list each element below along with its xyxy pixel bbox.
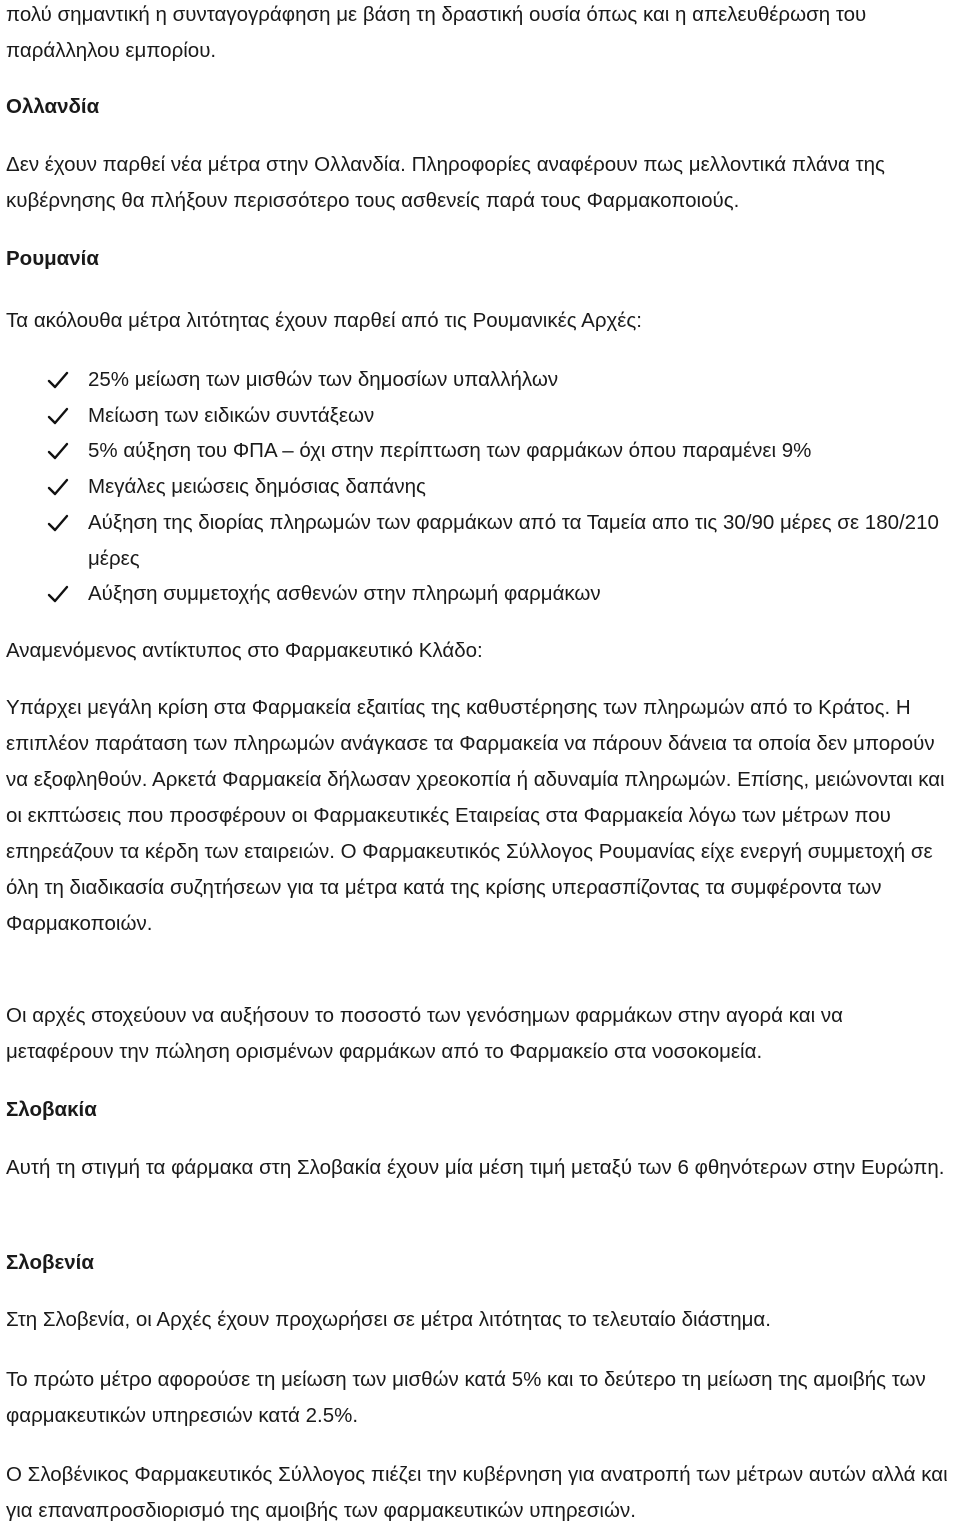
slovenia-heading: Σλοβενία	[6, 1251, 94, 1274]
measure-text: 5% αύξηση του ΦΠΑ – όχι στην περίπτωση των φαρμάκων όπου παραμένει 9%	[88, 439, 812, 463]
slovenia-paragraph-2: Το πρώτο μέτρο αφορούσε τη μείωση των μισθών κατά 5% και το δεύτερο τη μείωση της αμοιβής των φαρμακευτικών υπηρεσιών κατά 2.5%.	[6, 1368, 926, 1427]
measure-text: Αύξηση της διορίας πληρωμών των φαρμάκων από τα Ταμεία απο τις 30/90 μέρες σε 180/210 μέρες	[88, 510, 939, 570]
slovakia-heading: Σλοβακία	[6, 1098, 97, 1121]
checkmark-icon	[47, 478, 69, 496]
checkmark-icon	[47, 442, 69, 460]
list-item	[6, 469, 954, 505]
romania-measures-list	[6, 362, 954, 612]
list-item	[6, 398, 954, 434]
romania-generics-paragraph: Οι αρχές στοχεύουν να αυξήσουν το ποσοστό των γενόσημων φαρμάκων στην αγορά και να μεταφέρουν την πώληση ορισμένων φαρμάκων από το Φαρμακείο στα νοσοκομεία.	[6, 1004, 843, 1063]
intro-paragraph: πολύ σημαντική η συνταγογράφηση με βάση τη δραστική ουσία όπως και η απελευθέρωση του παράλληλου εμπορίου.	[6, 3, 867, 62]
checkmark-icon	[47, 407, 69, 425]
slovenia-paragraph-3: Ο Σλοβένικος Φαρμακευτικός Σύλλογος πιέζει την κυβέρνηση για ανατροπή των μέτρων αυτών αλλά και για επαναπροσδιορισμό της αμοιβής των φαρμακευτικών υπηρεσιών.	[6, 1463, 948, 1522]
netherlands-heading: Ολλανδία	[6, 95, 100, 118]
romania-heading: Ρουμανία	[6, 247, 99, 270]
list-item	[6, 362, 954, 398]
measure-text: Μείωση των ειδικών συντάξεων	[88, 403, 375, 427]
slovakia-paragraph: Αυτή τη στιγμή τα φάρμακα στη Σλοβακία έχουν μία μέση τιμή μεταξύ των 6 φθηνότερων στην Ευρώπη.	[6, 1156, 945, 1179]
slovenia-paragraph-1: Στη Σλοβενία, οι Αρχές έχουν προχωρήσει σε μέτρα λιτότητας το τελευταίο διάστημα.	[6, 1308, 771, 1331]
romania-intro: Τα ακόλουθα μέτρα λιτότητας έχουν παρθεί από τις Ρουμανικές Αρχές:	[6, 309, 642, 332]
list-item	[6, 433, 954, 469]
netherlands-paragraph: Δεν έχουν παρθεί νέα μέτρα στην Ολλανδία. Πληροφορίες αναφέρουν πως μελλοντικά πλάνα της κυβέρνησης θα πλήξουν περισσότερο τους ασθενείς παρά τους Φαρμακοποιούς.	[6, 153, 885, 212]
measure-text: Μεγάλες μειώσεις δημόσιας δαπάνης	[88, 475, 426, 499]
romania-impact-heading: Αναμενόμενος αντίκτυπος στο Φαρμακευτικό Κλάδο:	[6, 639, 483, 662]
checkmark-icon	[47, 371, 69, 389]
measure-text: Αύξηση συμμετοχής ασθενών στην πληρωμή φαρμάκων	[88, 582, 601, 606]
measure-text: 25% μείωση των μισθών των δημοσίων υπαλλήλων	[88, 368, 559, 391]
list-item	[6, 576, 954, 612]
list-item	[6, 505, 954, 576]
romania-impact-paragraph: Υπάρχει μεγάλη κρίση στα Φαρμακεία εξαιτίας της καθυστέρησης των πληρωμών από το Κράτος. Η επιπλέον παράταση των πληρωμών ανάγκασε τα Φαρμακεία να πάρουν δάνεια τα οποία δεν μπορούν να εξοφληθούν. Αρκετά Φαρμακεία δήλωσαν χρεοκοπία ή αδυναμία πληρωμών. Επίσης, μειώνονται και οι εκπτώσεις που προσφέρουν οι Φαρμακευτικές Εταιρείας στα Φαρμακεία λόγω των μέτρων που επηρεάζουν τα κέρδη των εταιρειών. Ο Φαρμακευτικός Σύλλογος Ρουμανίας είχε ενεργή συμμετοχή σε όλη τη διαδικασία συζητήσεων για τα μέτρα κατά της κρίσης υπερασπίζοντας τα συμφέροντα των Φαρμακοποιών.	[6, 696, 945, 935]
checkmark-icon	[47, 585, 69, 603]
checkmark-icon	[47, 514, 69, 532]
